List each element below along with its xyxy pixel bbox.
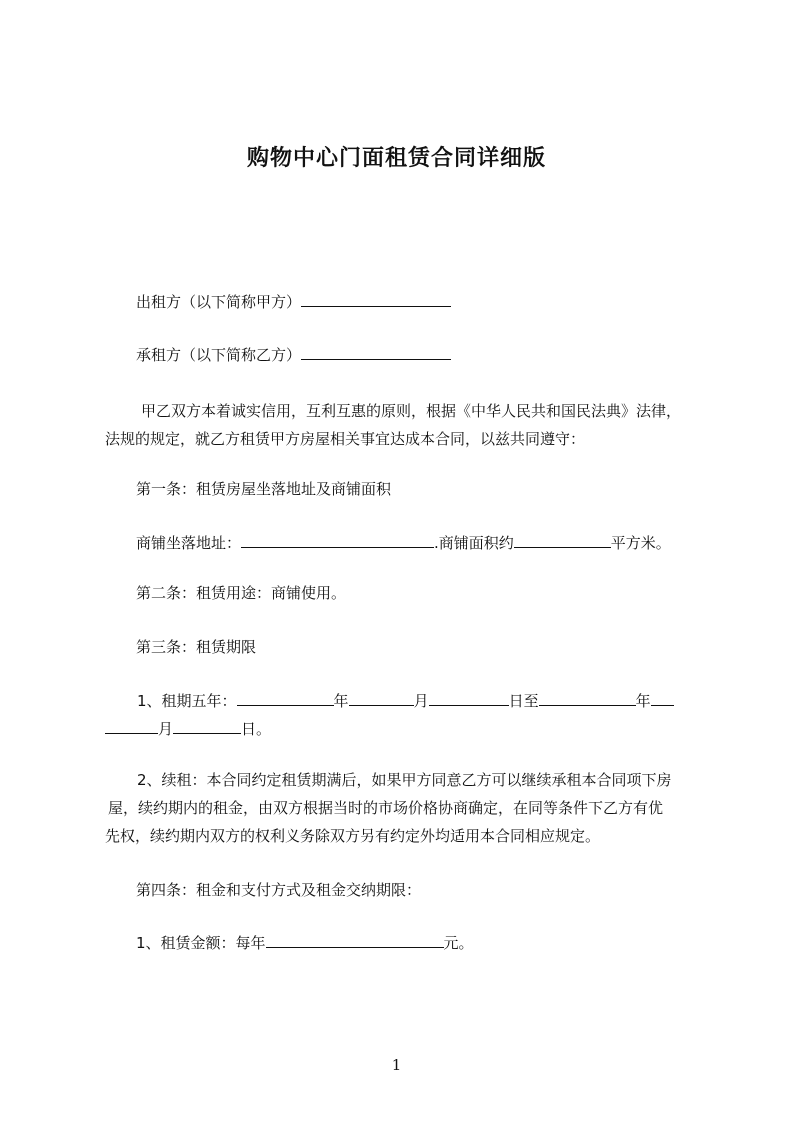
article-2: 第二条：租赁用途：商铺使用。 (136, 584, 347, 602)
term-line-2 (105, 715, 705, 743)
end-month-blank (105, 718, 158, 734)
address-label: 商铺坐落地址： (136, 534, 242, 552)
term-line-1 (105, 687, 705, 715)
end-day-blank (173, 718, 241, 734)
start-day-blank (429, 690, 509, 706)
term-paragraph (105, 687, 705, 743)
area-label: .商铺面积约 (434, 534, 514, 552)
area-blank (514, 532, 611, 548)
lessee-label: 承租方（以下简称乙方） (136, 346, 302, 364)
area-unit: 平方米。 (610, 534, 671, 552)
preamble-line-1: 甲乙双方本着诚实信用，互利互惠的原则，根据《中华人民共和国民法典》法律， (141, 402, 682, 420)
address-line (136, 532, 671, 553)
lessor-blank (301, 291, 451, 307)
end-year-blank-tail (651, 690, 674, 706)
start-month-blank (349, 690, 414, 706)
lessee-line (136, 344, 451, 365)
rent-unit: 元。 (443, 934, 474, 952)
article-3-heading: 第三条：租赁期限 (136, 638, 257, 656)
start-day-unit: 日至 (508, 692, 539, 710)
end-day-unit: 日。 (241, 720, 272, 738)
end-year-blank (539, 690, 636, 706)
rent-blank (266, 932, 444, 948)
term-label: 1、租期五年： (137, 692, 237, 710)
page-number: 1 (391, 1056, 402, 1074)
lessee-blank (301, 344, 451, 360)
rent-line (136, 932, 474, 953)
renewal-line-2: 屋，续约期内的租金，由双方根据当时的市场价格协商确定，在同等条件下乙方有优 (108, 799, 664, 817)
end-year-unit: 年 (635, 692, 651, 710)
start-year-unit: 年 (333, 692, 349, 710)
document-title: 购物中心门面租赁合同详细版 (246, 146, 546, 171)
lessor-label: 出租方（以下简称甲方） (136, 293, 302, 311)
address-blank (241, 532, 434, 548)
rent-label: 1、租赁金额：每年 (136, 934, 266, 952)
lessor-line (136, 291, 451, 312)
start-year-blank (237, 690, 334, 706)
renewal-line-3: 先权，续约期内双方的权利义务除双方另有约定外均适用本合同相应规定。 (105, 827, 601, 845)
preamble-paragraph (105, 397, 705, 453)
renewal-paragraph (105, 766, 705, 850)
renewal-line-1: 2、续租：本合同约定租赁期满后，如果甲方同意乙方可以继续承租本合同项下房 (137, 771, 672, 789)
end-month-unit: 月 (158, 720, 174, 738)
start-month-unit: 月 (413, 692, 429, 710)
article-4-heading: 第四条：租金和支付方式及租金交纳期限： (136, 881, 422, 899)
article-1-heading: 第一条：租赁房屋坐落地址及商铺面积 (136, 480, 392, 498)
preamble-line-2: 法规的规定，就乙方租赁甲方房屋相关事宜达成本合同，以兹共同遵守： (105, 430, 586, 448)
